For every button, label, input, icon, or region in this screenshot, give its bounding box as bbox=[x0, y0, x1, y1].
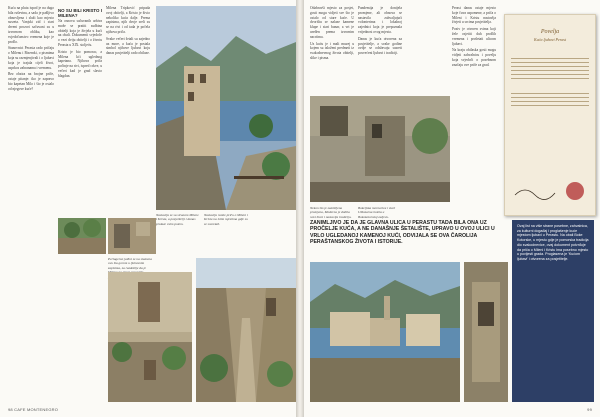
alley-photo bbox=[196, 258, 296, 402]
caption-right: Nastavlja se sa stranom Milene i Krista, a posjetitelji i danas prolaze ovim putem. bbox=[156, 213, 199, 226]
certificate-title: Povelja bbox=[540, 29, 560, 35]
certificate-line bbox=[511, 74, 589, 75]
right-page bbox=[304, 0, 600, 417]
certificate-line bbox=[511, 97, 589, 98]
waterfront-photo bbox=[156, 6, 296, 210]
info-box-text: Ovaj list na više strane posebne, zahvalnica, za kulturni događaj i proglašenje kuće mjestom ljubavi u Perastu. Na obali Boke Kotorske, u mjestu gdje je pomorska tradicija dio svakodnevice, ovaj dokument potvrđuje da priča o Mileni i Kristu ima posebno mjesto u povijesti grada. Proglasena je 'Kućom ljubavi' i otvorena za posjetitelje. bbox=[517, 224, 589, 261]
paragraph: Danas je kuća otvorena za posjetitelje, a svake godine ovdje se održavaju susreti posvećeni ljubavi i tradiciji. bbox=[358, 36, 402, 56]
paragraph: Perast danas ostaje mjesto koje čuva uspomene, a priča o Mileni i Kristu nastavlja živjeti u srcima posjetitelja. bbox=[452, 6, 496, 25]
text-column-2 bbox=[358, 6, 402, 102]
garden-photo bbox=[58, 218, 106, 254]
page-gutter bbox=[296, 0, 304, 417]
paragraph: Stanovnici Perasta rado pričaju o Milenu i Bisernki, o pismima koja su razmjenjivali i o ljubavi koja je trajala cijeli život, usprkos zabranama i vremenu. bbox=[8, 46, 54, 70]
certificate-line bbox=[511, 101, 589, 102]
pull-quote: ZANIMLJIVO JE DA JE GLAVNA ULICA U PERASTU TADA BILA ONA UZ PROČELJE KUĆA, A NE DANAŠNJE ŠETALIŠTE, UPRAVO U OVOJ ULICI U VRLO UGLEDANOJ KAMENOJ KUĆI, ODVIJALA SE OVA ČAROLIJA PERAŠTANSKOG ŽIVOTA I ISTORIJE. bbox=[310, 220, 495, 246]
paragraph: Milena Tripković pripada ovoj obitelji, a Kristo je živio nekoliko kuća dalje. Prema zapisima, njih dvoje sreli su se na rivi i od tada je počela njihova priča. bbox=[106, 6, 150, 34]
bay-photo-image bbox=[310, 262, 460, 402]
stone-wall-photo bbox=[108, 218, 156, 254]
text-column-3 bbox=[452, 6, 496, 202]
paragraph: Uz kuću je i mali muzej u kojem su izloženi predmeti iz svakodnevnog života obitelji, slike i pisma. bbox=[310, 41, 354, 60]
section-heading: NO SU BILI KRISTO I MILENA? bbox=[58, 8, 102, 18]
alley-photo-image bbox=[196, 258, 296, 402]
stone-house-photo bbox=[310, 96, 450, 202]
paragraph: Na osnovu sačuvanih arhiva može se pratiti sudbina obitelji koja je živjela u kući na obali. Dokumenti svjedoče o vezi dviju obitelji i o životu Perasta u XIX. stoljeću. bbox=[58, 19, 102, 47]
certificate-image bbox=[504, 14, 596, 216]
paragraph: Na kraju obilaska gosti mogu vidjeti zahvalnicu i povelju koja svjedoči o posebnom značaju ove priče za grad. bbox=[452, 48, 496, 67]
stone-house-photo-image bbox=[310, 96, 450, 202]
stone-wall-photo-image bbox=[108, 218, 156, 254]
text-column-1 bbox=[8, 6, 54, 398]
waterfront-photo-image bbox=[156, 6, 296, 210]
certificate-line bbox=[511, 62, 589, 63]
certificate-line bbox=[511, 78, 589, 79]
left-page bbox=[0, 0, 296, 417]
page-number: 99 bbox=[587, 407, 592, 412]
text-column-2 bbox=[58, 6, 102, 216]
certificate-line bbox=[511, 70, 589, 71]
certificate-subtitle: Kuća ljubavi Perast bbox=[534, 37, 566, 42]
info-box bbox=[512, 220, 594, 402]
certificate-line bbox=[511, 66, 589, 67]
courtyard-photo-image bbox=[108, 272, 192, 402]
page-footer: 98 CAFE MONTENEGRO bbox=[8, 407, 59, 412]
portrait-photo-image bbox=[464, 262, 508, 402]
paragraph: Poziv je otvoren svima koji žele osjetiti duh prošlih vremena i prošetati ulicom ljubavi. bbox=[452, 27, 496, 46]
garden-photo-image bbox=[58, 218, 106, 254]
paragraph: Odabravši mjesto za posjet, gosti mogu vidjeti sve što je ostalo od stare kuće. U dvorištu se nalaze kamene klupe i stari bunar, a vrt je uređen prema izvornim nacrtima. bbox=[310, 6, 354, 39]
certificate-line bbox=[511, 105, 589, 106]
caption-mid: Perlageron jedini se na stamena ovu šta gorom u ljubavnim zapisima, za razdoblje da je bbox=[108, 257, 152, 270]
certificate-line bbox=[511, 58, 589, 59]
certificate-line bbox=[511, 93, 589, 94]
paragraph: Svake večeri šetali su zajedno uz more, a kuća je postala simbol njihove ljubavi koju danas posjetitelji rado obilaze. bbox=[106, 36, 150, 56]
portrait-photo bbox=[464, 262, 508, 402]
courtyard-photo bbox=[108, 272, 192, 402]
caption-b: Bokeljska mornarica i stari Uldozarna hotela u Bokokotorskoj zaljevu. bbox=[358, 206, 396, 219]
bay-photo bbox=[310, 262, 460, 402]
paragraph: Bez obzira na brojne priče, ostaje pitanje: tko je zapravo bio kapetan Milo i što je ostalo od njegove kuće? bbox=[8, 72, 54, 91]
paragraph: Pandemija je donijela promjene, ali obnova se nastavila zahvaljujući volonterima i lokalnoj zajednici koja je prepoznala vrijednost ovog mjesta. bbox=[358, 6, 402, 34]
caption-a: Nekon što je zamišljena promjena, Moderna je dobila novi život i nastavlja tradiciju. bbox=[310, 206, 352, 219]
seal-icon bbox=[505, 177, 595, 207]
text-column-3 bbox=[106, 6, 150, 216]
caption-right-2: Nastavlja ramle priču o Mileni i Kristu na istim mjestima gdje su se susretali. bbox=[204, 213, 248, 226]
paragraph: Kuća na pluta ispod je na dugo bila ruševina, a sada je pažljivo obnovljena i služi kao mjesto susreta. Vanjski zid i stari drveni prozori sačuvani su u izvornom obliku, kao svjedočanstvo vremena koje je prošlo. bbox=[8, 6, 54, 44]
paragraph: Kristo je bio pomorac, a Milena kći uglednog kapetana. Njihova priča počinje na rivi, ispred crkve, u večeri kad je grad slavio blagdan. bbox=[58, 49, 102, 78]
